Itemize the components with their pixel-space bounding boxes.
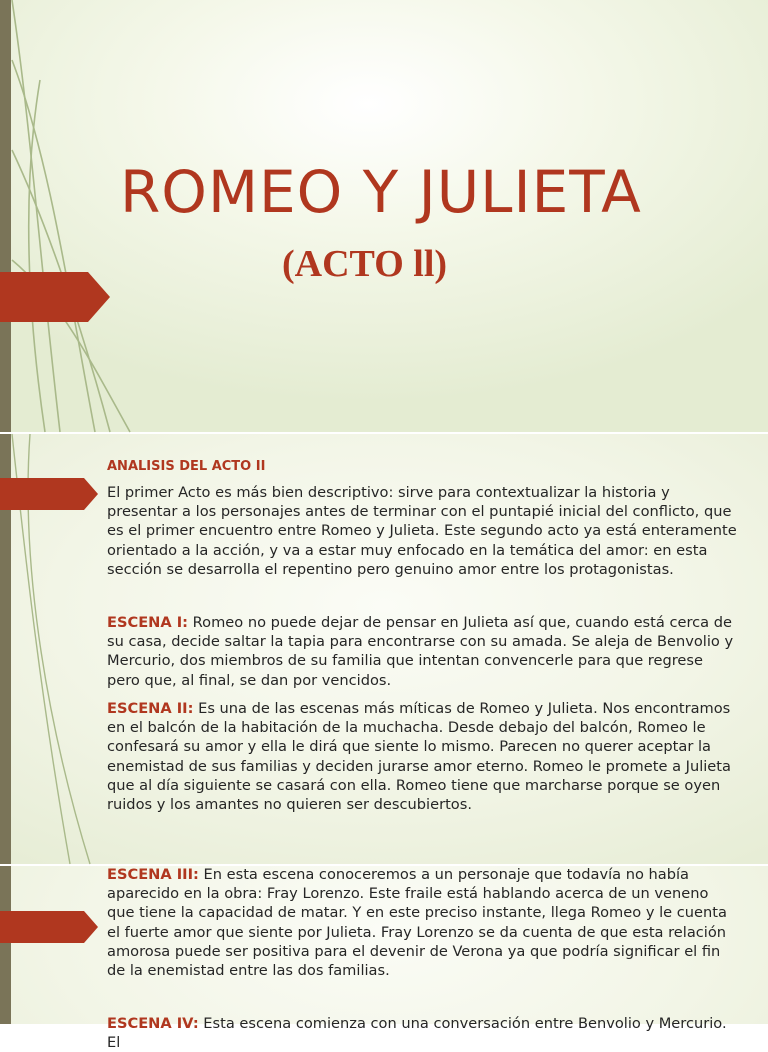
scenes-slide bbox=[0, 866, 768, 1052]
analysis-slide bbox=[0, 434, 768, 864]
slide-arrow-marker bbox=[0, 478, 100, 510]
scene-3-label: ESCENA III: bbox=[107, 866, 199, 883]
scene-4-label: ESCENA IV: bbox=[107, 1015, 199, 1032]
title-slide bbox=[0, 0, 768, 432]
left-accent-bar bbox=[0, 866, 11, 1024]
main-title: ROMEO Y JULIETA bbox=[120, 158, 642, 226]
analysis-intro: El primer Acto es más bien descriptivo: sirve para contextualizar la historia y presentar a los personajes antes de terminar con el puntapié inicial del conflicto, que es el primer encuentro entre Romeo y Julieta. Este segundo acto ya está enteramente orientado a la acción, y va a estar muy enfocado en la temática del amor: en esta sección se desarrolla el repentino pero genuino amor entre los protagonistas. bbox=[107, 484, 737, 578]
decorative-curves bbox=[0, 0, 140, 432]
scene-4-text: Esta escena comienza con una conversación entre Benvolio y Mercurio. El bbox=[107, 1015, 727, 1052]
scene-1-label: ESCENA I: bbox=[107, 614, 189, 631]
scene-3-text: En esta escena conoceremos a un personaje que todavía no había aparecido en la obra: Fray Lorenzo. Este fraile está hablando acerca de un veneno que tiene la capacidad de matar. Y en este preciso instante, llega Romeo y le cuenta el fuerte amor que siente por Julieta. Fray Lorenzo se da cuenta de que esta relación amorosa puede ser positiva para el devenir de Verona ya que podría significar el fin de la enemistad entre las dos familias. bbox=[107, 866, 727, 980]
scene-2-text: Es una de las escenas más míticas de Romeo y Julieta. Nos encontramos en el balcón de la habitación de la muchacha. Desde debajo del balcón, Romeo le confesará su amor y ella le dirá que siente lo mismo. Parecen no querer aceptar la enemistad de sus familias y deciden jurarse amor eterno. Romeo le promete a Julieta que al día siguiente se casará con ella. Romeo tiene que marcharse porque se oyen ruidos y los amantes no quieren ser descubiertos. bbox=[107, 700, 731, 814]
slide-arrow-marker bbox=[0, 272, 112, 322]
scene-2-label: ESCENA II: bbox=[107, 700, 194, 717]
analysis-heading: ANALISIS DEL ACTO II bbox=[107, 459, 266, 474]
scene-1-paragraph bbox=[107, 613, 739, 690]
scene-1-text: Romeo no puede dejar de pensar en Julieta así que, cuando está cerca de su casa, decide saltar la tapia para encontrarse con su amada. Se aleja de Benvolio y Mercurio, dos miembros de su familia que intentan convencerle para que regrese pero que, al final, se dan por vencidos. bbox=[107, 614, 734, 689]
slide-arrow-marker bbox=[0, 911, 100, 943]
subtitle: (ACTO ll) bbox=[282, 243, 448, 285]
scene-4-paragraph bbox=[107, 1014, 739, 1052]
scene-2-paragraph bbox=[107, 699, 739, 814]
scene-3-paragraph bbox=[107, 865, 739, 980]
